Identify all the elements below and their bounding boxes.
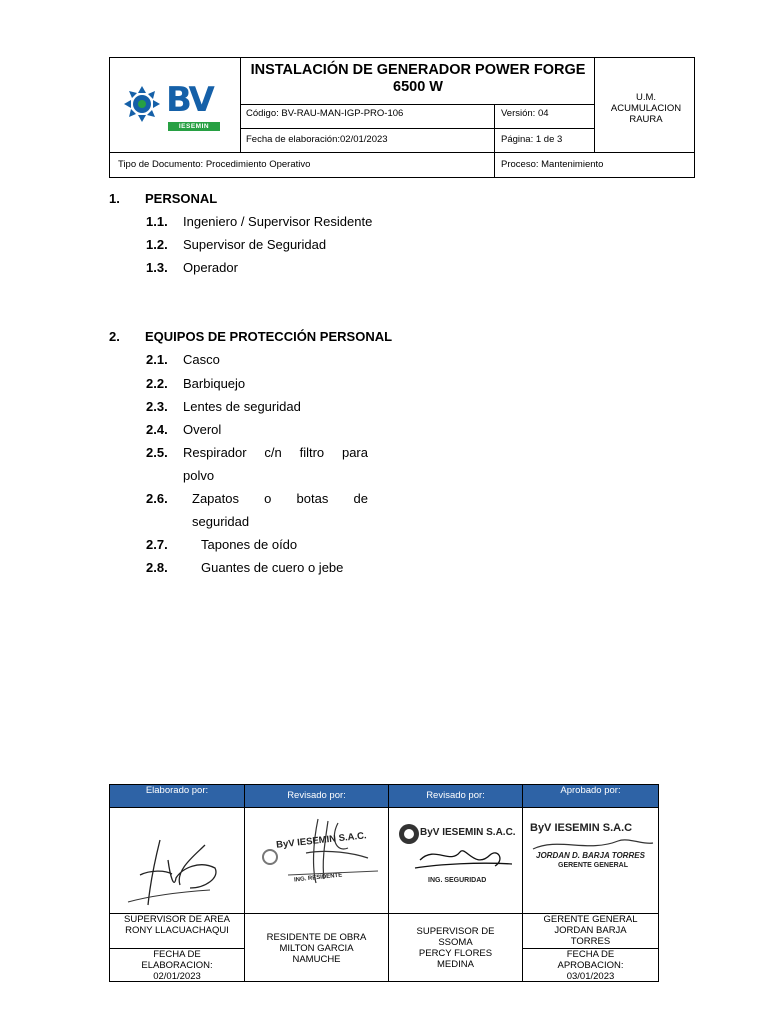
date-label: FECHA DE [153, 949, 201, 960]
document-code: Código: BV-RAU-MAN-IGP-PRO-106 [246, 108, 404, 119]
item-number: 2.1. [146, 352, 168, 367]
section-title: EQUIPOS DE PROTECCIÓN PERSONAL [145, 329, 393, 344]
section-title: PERSONAL [145, 191, 218, 206]
item-text: Barbiquejo [183, 376, 246, 391]
header-revisado-1: Revisado por: [245, 785, 388, 807]
header-aprobado: Aprobado por: [523, 785, 658, 807]
approval-date-block [523, 949, 658, 982]
item-text: Casco [183, 352, 220, 367]
item-number: 2.4. [146, 422, 168, 437]
document-type: Tipo de Documento: Procedimiento Operativo [118, 159, 311, 170]
signer-name: JORDAN BARJA [554, 925, 627, 936]
signer-name: RONY LLACUACHAQUI [125, 925, 229, 936]
signer-2-info [245, 932, 388, 965]
stamp-name: JORDAN D. BARJA TORRES [536, 851, 645, 860]
item-text-line: seguridad [192, 514, 250, 529]
section-heading [109, 329, 392, 344]
header-elaborado: Elaborado por: [110, 785, 244, 807]
document-title: INSTALACIÓN DE GENERADOR POWER FORGE 6500 W [250, 62, 586, 95]
handwritten-signature-1 [120, 830, 230, 910]
item-number: 1.2. [146, 237, 168, 252]
section-number: 2. [109, 329, 120, 344]
unit-line: RAURA [629, 114, 663, 125]
unit-line: ACUMULACION [610, 103, 682, 114]
signer-name: NAMUCHE [292, 954, 341, 965]
signature-stamp-residente [258, 813, 383, 893]
header-divider [494, 104, 495, 177]
document-header-table [109, 57, 695, 178]
signer-role: SSOMA [438, 937, 473, 948]
item-number: 1.3. [146, 260, 168, 275]
signer-role: SUPERVISOR DE [416, 926, 495, 937]
item-text: Supervisor de Seguridad [183, 237, 327, 252]
item-number: 2.3. [146, 399, 168, 414]
item-text-line: polvo [183, 468, 215, 483]
item-number: 2.2. [146, 376, 168, 391]
item-number: 1.1. [146, 214, 168, 229]
signer-name: TORRES [570, 936, 611, 947]
stamp-role: ING. SEGURIDAD [428, 877, 487, 884]
item-number: 2.8. [146, 560, 168, 575]
signer-1-info [110, 914, 244, 936]
date-label: FECHA DE [566, 949, 615, 960]
date-value: 03/01/2023 [566, 971, 615, 982]
item-text-line: Respirador c/n filtro para [183, 445, 368, 460]
table-divider [244, 913, 523, 914]
approval-signature-table [109, 784, 659, 982]
section-number: 1. [109, 191, 120, 206]
signer-name: MEDINA [437, 959, 474, 970]
signer-name: PERCY FLORES [418, 948, 493, 959]
logo-subtext: IESEMIN [168, 122, 220, 131]
signer-name: MILTON GARCIA [279, 943, 354, 954]
company-logo [120, 80, 230, 132]
item-text: Operador [183, 260, 238, 275]
stamp-company: ByV IESEMIN S.A.C. [420, 827, 516, 838]
stamp-role: GERENTE GENERAL [558, 862, 629, 869]
signer-role: GERENTE GENERAL [543, 914, 638, 925]
stamp-company: ByV IESEMIN S.A.C [530, 822, 633, 834]
unit-line: U.M. [635, 92, 657, 103]
signer-role: RESIDENTE DE OBRA [266, 932, 367, 943]
signer-role: SUPERVISOR DE AREA [124, 914, 230, 925]
table-divider [110, 807, 658, 808]
mining-unit [596, 92, 696, 125]
date-label: ELABORACION: [141, 960, 213, 971]
logo-wordmark: BV [166, 80, 213, 120]
item-text: Ingeniero / Supervisor Residente [183, 214, 373, 229]
date-label: APROBACION: [557, 960, 624, 971]
item-number: 2.7. [146, 537, 168, 552]
stamp-company: ByV IESEMIN S.A.C. [275, 830, 368, 851]
item-text-line: Zapatos o botas de [192, 491, 368, 506]
item-text: Tapones de oído [201, 537, 298, 552]
item-number: 2.5. [146, 445, 168, 460]
date-value: 02/01/2023 [153, 971, 201, 982]
header-divider [240, 104, 594, 105]
item-text: Overol [183, 422, 222, 437]
item-text: Guantes de cuero o jebe [201, 560, 344, 575]
section-heading [109, 191, 217, 206]
item-text: Lentes de seguridad [183, 399, 301, 414]
process-label: Proceso: Mantenimiento [501, 159, 604, 170]
document-version: Versión: 04 [501, 108, 549, 119]
stamp-role: ING. RESIDENTE [293, 872, 343, 884]
header-divider [240, 128, 594, 129]
handwritten-signature-3 [400, 840, 515, 878]
header-divider [110, 152, 694, 153]
gear-logo-icon [120, 84, 164, 124]
elaboration-date-block [110, 949, 244, 982]
page-number: Página: 1 de 3 [501, 134, 563, 145]
header-revisado-2: Revisado por: [389, 785, 522, 807]
item-number: 2.6. [146, 491, 168, 506]
signer-3-info [389, 926, 522, 970]
signer-4-info [523, 914, 658, 947]
elaboration-date: Fecha de elaboración:02/01/2023 [246, 134, 388, 145]
